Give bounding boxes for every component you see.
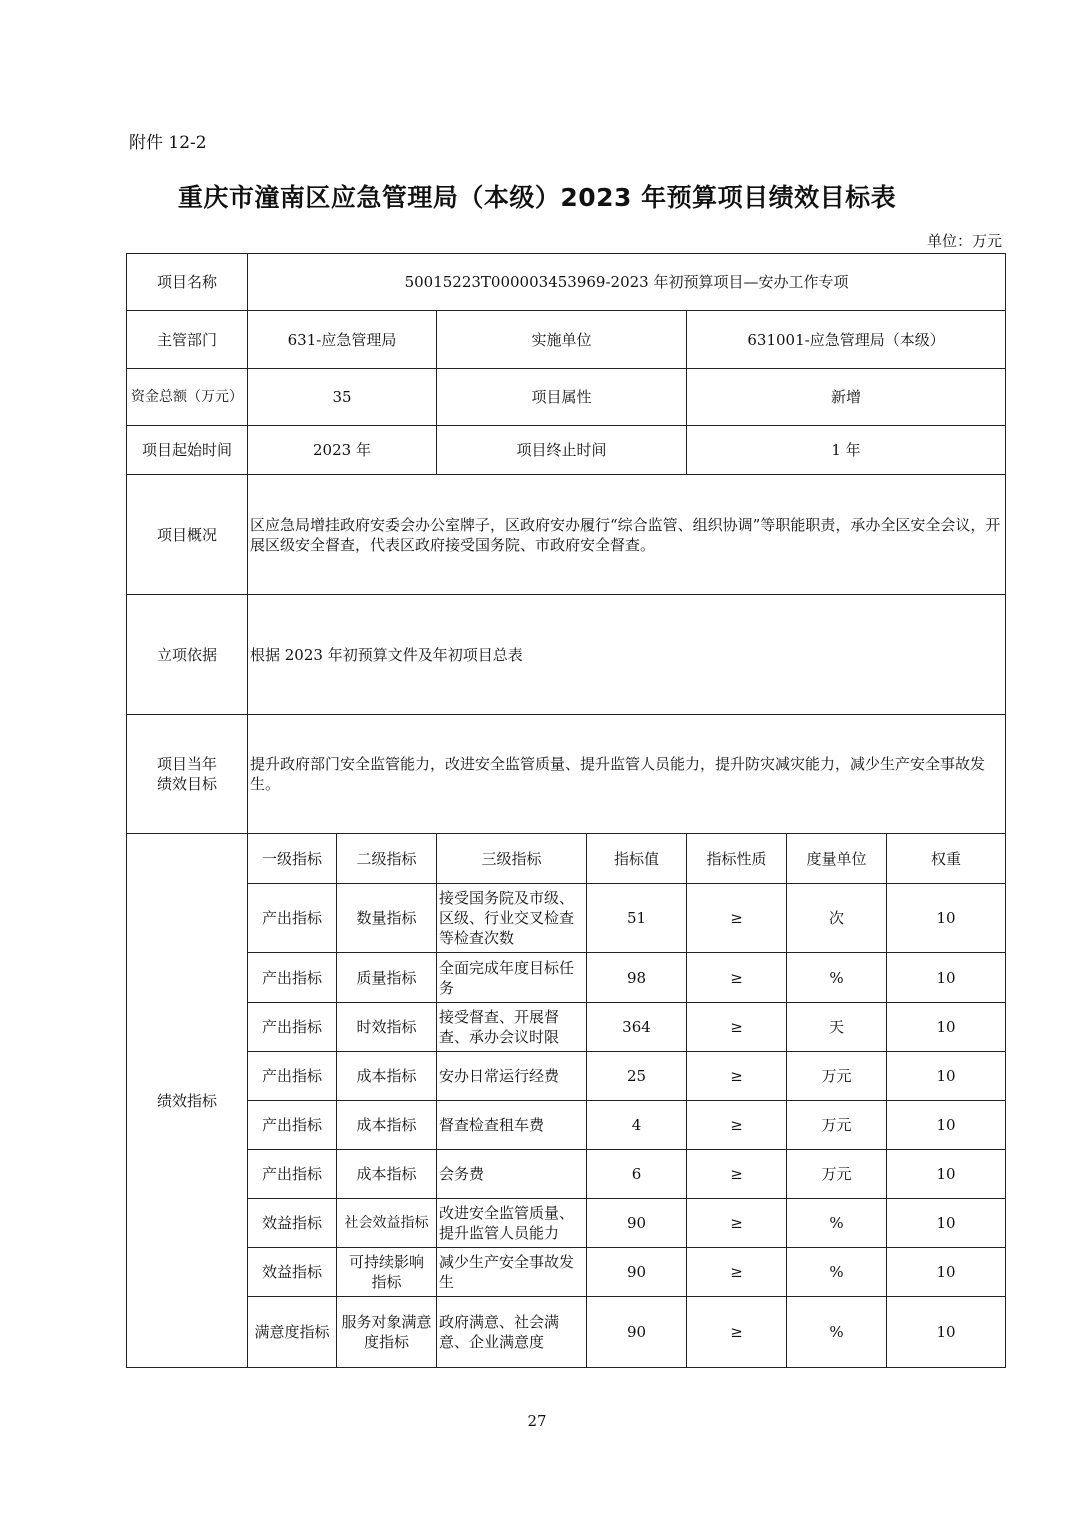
basis-label: 立项依据 (127, 595, 248, 715)
cell-weight: 10 (887, 1297, 1006, 1368)
cell-level2: 成本指标 (337, 1101, 437, 1150)
cell-value: 90 (587, 1248, 687, 1297)
cell-level1: 产出指标 (248, 1101, 337, 1150)
table-row (127, 953, 1006, 1003)
impl-label: 实施单位 (437, 311, 687, 369)
end-value: 1 年 (687, 426, 1006, 475)
cell-level2: 时效指标 (337, 1003, 437, 1052)
cell-level1: 产出指标 (248, 953, 337, 1003)
page-number: 27 (527, 1412, 547, 1430)
funds-label: 资金总额（万元） (127, 369, 248, 426)
cell-nature: ≥ (687, 1150, 787, 1199)
cell-level2: 可持续影响指标 (337, 1248, 437, 1297)
row-funds (127, 369, 1006, 426)
dept-label: 主管部门 (127, 311, 248, 369)
cell-nature: ≥ (687, 953, 787, 1003)
table-row (127, 1150, 1006, 1199)
cell-level3: 督查检查租车费 (437, 1101, 587, 1150)
table-row (127, 1052, 1006, 1101)
overview-label: 项目概况 (127, 475, 248, 595)
cell-level3: 安办日常运行经费 (437, 1052, 587, 1101)
indicator-section-label: 绩效指标 (127, 834, 248, 1368)
header-level2: 二级指标 (337, 834, 437, 884)
unit-label: 单位：万元 (926, 232, 1002, 250)
header-nature: 指标性质 (687, 834, 787, 884)
page-title: 重庆市潼南区应急管理局（本级）2023 年预算项目绩效目标表 (177, 183, 897, 212)
cell-level1: 产出指标 (248, 1150, 337, 1199)
cell-weight: 10 (887, 1052, 1006, 1101)
cell-level2: 质量指标 (337, 953, 437, 1003)
cell-nature: ≥ (687, 1199, 787, 1248)
cell-level1: 产出指标 (248, 1052, 337, 1101)
goal-label-line2: 绩效目标 (156, 775, 217, 793)
cell-level1: 产出指标 (248, 1003, 337, 1052)
attr-value: 新增 (687, 369, 1006, 426)
cell-level3: 全面完成年度目标任务 (437, 953, 587, 1003)
cell-nature: ≥ (687, 1101, 787, 1150)
cell-level2: 成本指标 (337, 1052, 437, 1101)
cell-level2: 成本指标 (337, 1150, 437, 1199)
table-row (127, 1101, 1006, 1150)
cell-level3: 接受国务院及市级、区级、行业交叉检查等检查次数 (437, 884, 587, 953)
attachment-label: 附件 12-2 (129, 133, 207, 153)
basis-value: 根据 2023 年初预算文件及年初项目总表 (248, 595, 1006, 715)
table-row (127, 1003, 1006, 1052)
cell-unit: % (787, 1297, 887, 1368)
row-project-name (127, 254, 1006, 311)
cell-unit: 天 (787, 1003, 887, 1052)
table-row (127, 1248, 1006, 1297)
cell-unit: % (787, 1248, 887, 1297)
table-row (127, 1199, 1006, 1248)
cell-nature: ≥ (687, 1248, 787, 1297)
cell-unit: 万元 (787, 1052, 887, 1101)
attr-label: 项目属性 (437, 369, 687, 426)
cell-level1: 效益指标 (248, 1199, 337, 1248)
cell-unit: 万元 (787, 1150, 887, 1199)
cell-unit: % (787, 953, 887, 1003)
cell-value: 364 (587, 1003, 687, 1052)
cell-value: 6 (587, 1150, 687, 1199)
cell-unit: 万元 (787, 1101, 887, 1150)
cell-nature: ≥ (687, 1297, 787, 1368)
row-basis (127, 595, 1006, 715)
row-dept (127, 311, 1006, 369)
performance-table (126, 253, 1006, 1368)
cell-level3: 接受督查、开展督查、承办会议时限 (437, 1003, 587, 1052)
cell-weight: 10 (887, 1003, 1006, 1052)
row-goal (127, 715, 1006, 834)
cell-value: 98 (587, 953, 687, 1003)
cell-level3: 政府满意、社会满意、企业满意度 (437, 1297, 587, 1368)
start-value: 2023 年 (248, 426, 437, 475)
cell-level1: 效益指标 (248, 1248, 337, 1297)
cell-unit: 次 (787, 884, 887, 953)
cell-level2: 社会效益指标 (337, 1199, 437, 1248)
cell-value: 90 (587, 1297, 687, 1368)
cell-weight: 10 (887, 1248, 1006, 1297)
dept-value: 631-应急管理局 (248, 311, 437, 369)
cell-weight: 10 (887, 1101, 1006, 1150)
goal-label (127, 715, 248, 834)
cell-value: 51 (587, 884, 687, 953)
start-label: 项目起始时间 (127, 426, 248, 475)
table-row (127, 884, 1006, 953)
cell-level2: 数量指标 (337, 884, 437, 953)
header-value: 指标值 (587, 834, 687, 884)
cell-value: 4 (587, 1101, 687, 1150)
overview-value: 区应急局增挂政府安委会办公室牌子，区政府安办履行“综合监管、组织协调”等职能职责，承办全区安全会议，开展区级安全督查，代表区政府接受国务院、市政府安全督查。 (248, 475, 1006, 595)
goal-label-line1: 项目当年 (156, 755, 217, 773)
cell-level3: 会务费 (437, 1150, 587, 1199)
header-level1: 一级指标 (248, 834, 337, 884)
cell-weight: 10 (887, 884, 1006, 953)
cell-nature: ≥ (687, 1052, 787, 1101)
table-row (127, 1297, 1006, 1368)
cell-nature: ≥ (687, 1003, 787, 1052)
cell-level2: 服务对象满意度指标 (337, 1297, 437, 1368)
end-label: 项目终止时间 (437, 426, 687, 475)
cell-unit: % (787, 1199, 887, 1248)
row-overview (127, 475, 1006, 595)
cell-value: 90 (587, 1199, 687, 1248)
cell-weight: 10 (887, 953, 1006, 1003)
header-weight: 权重 (887, 834, 1006, 884)
cell-level3: 改进安全监管质量、提升监管人员能力 (437, 1199, 587, 1248)
cell-level1: 产出指标 (248, 884, 337, 953)
header-level3: 三级指标 (437, 834, 587, 884)
impl-value: 631001-应急管理局（本级） (687, 311, 1006, 369)
indicator-header-row (127, 834, 1006, 884)
project-name-label: 项目名称 (127, 254, 248, 311)
header-unit: 度量单位 (787, 834, 887, 884)
row-time (127, 426, 1006, 475)
cell-weight: 10 (887, 1199, 1006, 1248)
goal-value: 提升政府部门安全监管能力，改进安全监管质量、提升监管人员能力，提升防灾减灾能力，减少生产安全事故发生。 (248, 715, 1006, 834)
cell-nature: ≥ (687, 884, 787, 953)
cell-level3: 减少生产安全事故发生 (437, 1248, 587, 1297)
cell-weight: 10 (887, 1150, 1006, 1199)
funds-value: 35 (248, 369, 437, 426)
cell-level1: 满意度指标 (248, 1297, 337, 1368)
project-name-value: 50015223T000003453969-2023 年初预算项目—安办工作专项 (248, 254, 1006, 311)
cell-value: 25 (587, 1052, 687, 1101)
